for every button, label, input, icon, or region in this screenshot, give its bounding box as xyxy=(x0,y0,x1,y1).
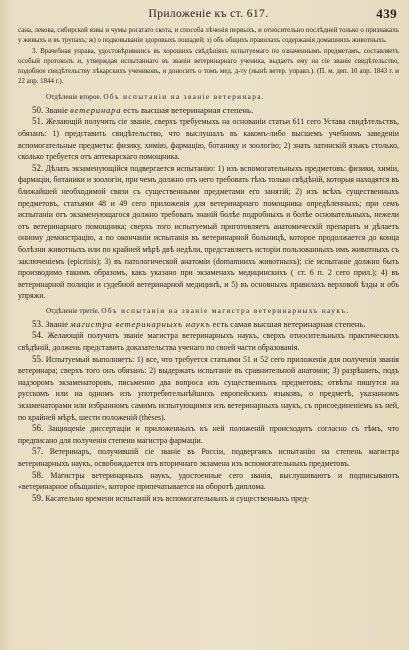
article-50: 50. Званіе ветеринара есть высшая ветеринарная степень. xyxy=(32,104,254,115)
article-59: 59. Касательно времени испытаній изъ вспомогательныхъ и существенныхъ пред- xyxy=(32,492,310,503)
article-number: 59. xyxy=(32,492,44,503)
paragraph-3: 3. Врачебная управа, удостовѣрившись въ хорошихъ свѣдѣніяхъ испытуемаго по означеннымъ предметамъ, составляетъ особый протоколъ и, утверждая испытаннаго въ званіи ветеринарнаго ученика, выдаетъ ему на сіе званіе свидѣтельство, подобное свидѣтельству лѣкарскихъ учениковъ, и доноситъ о томъ мед. д-ту (иынѣ ветер. управл.). (П. м. деп. 10 апр. 1843 г. и 22 апр. 1844 г.). xyxy=(18,47,399,86)
section-heading-2 xyxy=(18,92,399,102)
article-58: 58. Магистры ветеринарныхъ наукъ, удостоенные сего званія, выслушиваютъ и подписываютъ «ветеринарное объщаніе», которое припечатывается на оборотѣ диплома. xyxy=(18,469,399,492)
section-label: Отдѣленіе третіе. xyxy=(46,306,100,315)
running-title: Приложеніе къ ст. 617. xyxy=(148,8,269,20)
article-55: 55. Испытуемый выполняетъ: 1) все, что требуется статьями 51 и 52 сего приложенія для полученія званія ветеринара; сверхъ того онъ обязанъ: 2) выдержать испытаніе въ сравнительной анатоміи; 3) разрѣшить, подъ надзоромъ экзаменаторовъ, письменно два вопроса изъ существенныхъ предметовъ; отвѣты пишутся на русскомъ или на одномъ изъ употребительнѣйшихъ европейскихъ языковъ, о предметѣ, указанномъ экзаменаторами или избранномъ самимъ испытующимся изъ ветеринарныхъ наукъ, съ присоединеніемъ къ ней, по крайней мѣрѣ, шести положеній (thèses). xyxy=(18,353,399,422)
article-number: 58. xyxy=(32,469,44,480)
article-number: 55. xyxy=(32,353,44,364)
article-number: 54. xyxy=(32,330,44,341)
article-53: 53. Званіе магистра ветеринарныхъ наукъ есть самая высшая ветеринарная степень. xyxy=(32,318,366,329)
section-heading-3 xyxy=(18,306,399,316)
article-57: 57. Ветеринаръ, получившій сіе званіе въ Россіи, подвергаясь испытанію на степень магистра ветеринарныхъ наукъ, освобождается отъ вторичнаго экзамена изъ вспомогательныхъ предметовъ. xyxy=(18,446,399,468)
intro-text: сана, лекова, сибирской язвы и чумы рогатаго скота, и способа лѣченія первыхъ, и относительно послѣдней только о признакахъ у живыхъ и въ трупахъ; ж) о подковываніи здоровыхъ лошадей; з) объ общихъ правилахъ содержанія домашнихъ животныхъ. xyxy=(18,27,399,45)
section-title: Объ испытаніи на званіе ветеринара. xyxy=(103,92,266,101)
article-number: 56. xyxy=(32,423,44,434)
section-title: Объ испытаніи на званіе магистра ветеринарныхъ наукъ. xyxy=(101,306,350,315)
article-number: 52. xyxy=(32,162,44,173)
page-number: 439 xyxy=(376,6,397,21)
article-number: 51. xyxy=(32,116,44,127)
page-header xyxy=(18,6,399,26)
article-number: 50. xyxy=(32,104,44,115)
article-number: 53. xyxy=(32,318,44,329)
article-number: 57. xyxy=(32,446,44,457)
term-master: магистра ветеринарныхъ наукъ xyxy=(70,318,211,329)
section-label: Отдѣленіе второе. xyxy=(46,92,102,101)
article-51: 51. Желающій получить сіе званіе, сверхъ требуемыхъ на основаніи статьи 611 сего Устава свидѣтельствъ, обязанъ: 1) представить свидѣтельство, что выслушалъ въ какомъ-либо высшемъ учебномъ заведеніи вспомогательные предметы: физику, химію, фармацію, ботанику и зоологію; 2) знать латинскій языкъ столько, сколько требуется отъ аптекарскаго помощника. xyxy=(18,116,399,162)
article-52: 52. Дѣлать экзаменующійся подвергается испытанію: 1) изъ вспомогательныхъ предметовъ: физики, химіи, фармаціи, ботаники и зоологіи, при чемъ должно отъ него требовать тѣхъ только свѣдѣній, которыя находятся въ ближайшей необходимой связи съ существенными предметами его занятій; 2) изъ всѣхъ существенныхъ предметовъ, статьями 48 и 49 сего приложенія для ветеринарнаго помощника опредѣленныхъ; при семъ испытаніи отъ экзаменующагося должно требовать знаній болѣе подробныхъ и болѣе основательныхъ, нежели отъ ветеринарнаго помощника; сверхъ того испытуемый приготовляетъ анатомическій препаратъ и дѣлаетъ онному демонстрацію, а по окончаніи испытанія въ ветеринарной больницѣ, которое продолжается до конца болѣзни животныхъ или по крайней мѣрѣ двѣ недѣли, представляетъ исторіи пользованныхъ имъ животныхъ съ заключеніемъ (epicrisis); 3) въ патологической анатоміи (domamнихъ животныхъ); сіе испытаніе должно быть производимо такимъ образомъ, какъ указано при экзаменахъ медицинскихъ ( ст. 6 п. 2 сего прил.); 4) въ ветеринарной полиціи и судебной ветеринарной медицинѣ, и 5) въ основныхъ правилахъ верховой ѣзды и объ упряжи. xyxy=(18,162,399,301)
article-54: 54. Желающій получить званіе магистра ветеринарныхъ наукъ, сверхъ относительныхъ практическихъ свѣдѣній, должень представить доказательства ученаго по своей части образованія. xyxy=(18,330,399,353)
term-veterinarian: ветеринара xyxy=(70,104,122,115)
article-56: 56. Защищеніе диссертаціи и приложенныхъ къ ней положеній происходитъ согласно съ тѣмъ, что предписано для полученія степени магистра фармаціи. xyxy=(18,423,399,445)
